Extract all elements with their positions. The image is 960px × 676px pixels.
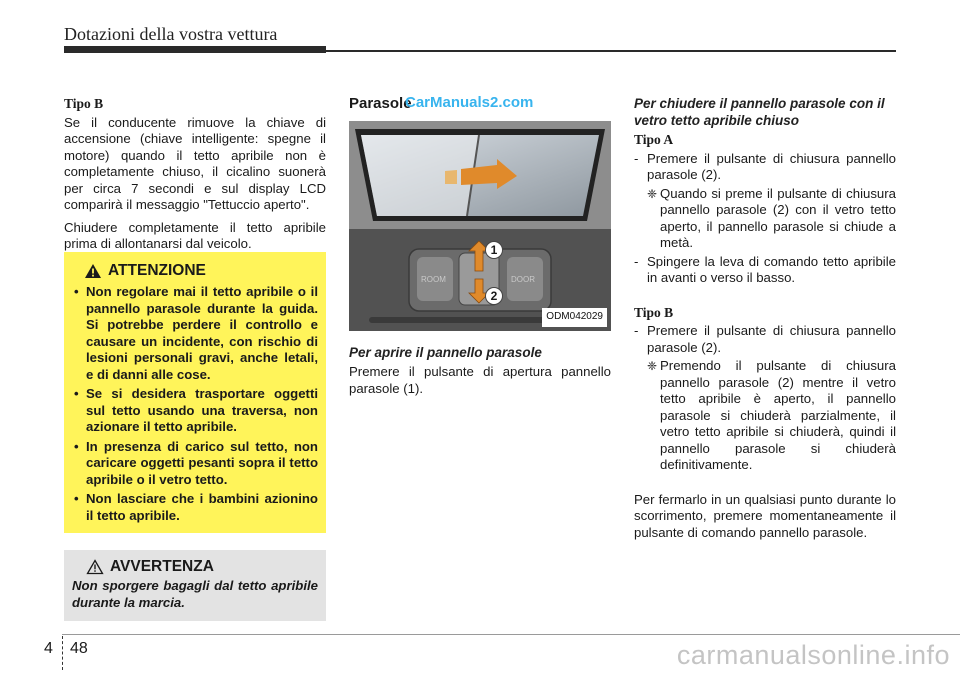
callout-2: 2: [485, 287, 503, 305]
warning-item: • Se si desidera trasportare oggetti sul tetto usando una traversa, non azionare il tetto apribile.: [72, 386, 318, 436]
callout-1: 1: [485, 241, 503, 259]
header-bar: [64, 46, 326, 53]
page-number-separator: [62, 636, 63, 670]
page-number: 48: [70, 640, 88, 657]
type-a-step-1: - Premere il pulsante di chiusura pannello parasole (2).: [634, 151, 896, 184]
sunshade-photo: [349, 121, 611, 331]
open-sunshade-paragraph: Premere il pulsante di apertura pannello parasole (1).: [349, 364, 611, 396]
note-mark-icon: ❈: [647, 359, 658, 373]
image-code-label: ODM042029: [542, 308, 607, 327]
type-b-paragraph: Se il conducente rimuove la chiave di accensione (chiave intelligente: spegne il motore) quando il tetto apribile non è completamente chiuso, il cicalino suonerà per circa 7 secondi e sul display LCD comparirà il messaggio "Tettuccio aperto".: [64, 114, 326, 212]
type-a-step-2: - Spingere la leva di comando tetto apribile in avanti o verso il basso.: [634, 254, 896, 287]
label-door-button: DOOR: [511, 274, 535, 284]
caution-title: [86, 558, 318, 576]
close-sunshade-heading: Per chiudere il pannello parasole con il vetro tetto apribile chiuso: [634, 96, 885, 128]
type-b-heading: Tipo B: [64, 96, 104, 111]
warning-title-text: ATTENZIONE: [108, 262, 206, 279]
warning-item: • Non regolare mai il tetto apribile o il pannello parasole durante la guida. Si potrebbe perdere il controllo e causare un incidente, con rischio di lesioni personali gravi, anche letali, e di danni alle cose.: [72, 284, 318, 383]
close-roof-paragraph: Chiudere completamente il tetto apribile prima di allontanarsi dal veicolo.: [64, 219, 326, 251]
column-middle: [349, 96, 611, 397]
type-b-note-text: Premendo il pulsante di chiusura pannello parasole (2) mentre il vetro tetto apribile è aperto, il pannello parasole si chiuderà parzialmente, il vetro tetto apribile si chiuderà, quindi il pannello parasole si chiuderà definitivamente.: [660, 358, 896, 472]
type-a-note: [634, 186, 896, 252]
warning-item: • Non lasciare che i bambini azionino il tetto apribile.: [72, 491, 318, 524]
footer-watermark: carmanualsonline.info: [676, 640, 950, 670]
section-title: [349, 96, 611, 113]
section-title-text: Parasole: [349, 95, 412, 112]
header-rule: [326, 50, 896, 52]
footer-rule: [62, 634, 960, 635]
watermark-carmanuals2: CarManuals2.com: [405, 94, 534, 111]
note-mark-icon: ❈: [647, 186, 658, 201]
caution-icon: [86, 559, 104, 575]
label-room-button: ROOM: [421, 274, 446, 284]
warning-item: • In presenza di carico sul tetto, non caricare oggetti pesanti sopra il tetto apribile o il vetro tetto.: [72, 439, 318, 489]
warning-list: [72, 284, 318, 524]
column-right: [634, 96, 896, 541]
caution-box: [64, 550, 326, 621]
type-b-step-1: - Premere il pulsante di chiusura pannello parasole (2).: [634, 323, 896, 356]
warning-icon: [84, 263, 102, 279]
column-left: [64, 96, 326, 253]
type-a-note-text: Quando si preme il pulsante di chiusura pannello parasole (2) con il vetro tetto aperto, il pannello parasole si chiude a metà.: [660, 185, 896, 250]
chapter-number: 4: [44, 640, 53, 657]
warning-title: [84, 262, 318, 280]
type-a-heading: Tipo A: [634, 132, 674, 147]
open-sunshade-heading: Per aprire il pannello parasole: [349, 344, 542, 360]
type-b-note: [634, 358, 896, 474]
warning-box: [64, 252, 326, 533]
caution-title-text: AVVERTENZA: [110, 558, 214, 575]
type-b-heading-right: Tipo B: [634, 304, 674, 320]
stop-paragraph: Per fermarlo in un qualsiasi punto durante lo scorrimento, premere momentaneamente il pulsante di comando pannello parasole.: [634, 491, 896, 540]
page-header-title: Dotazioni della vostra vettura: [64, 24, 278, 44]
sunshade-illustration: [349, 121, 611, 331]
caution-text: Non sporgere bagagli dal tetto apribile durante la marcia.: [72, 578, 318, 610]
